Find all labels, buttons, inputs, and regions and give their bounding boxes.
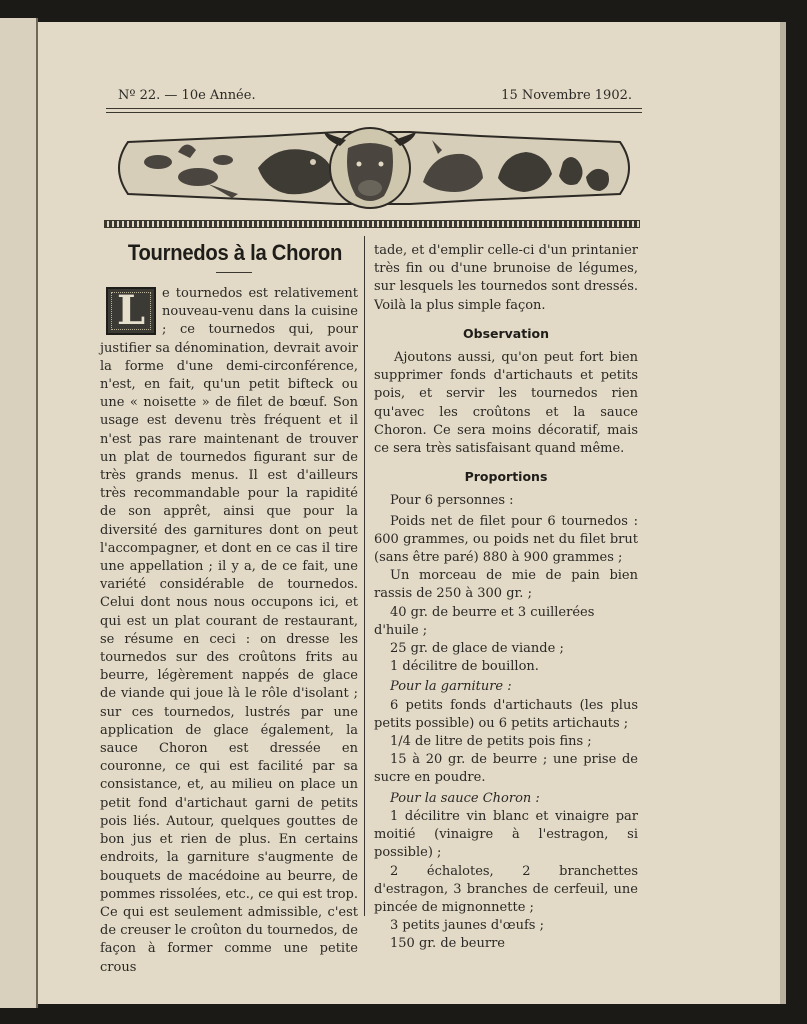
garniture-line: 15 à 20 gr. de beurre ; une prise de sucre en poudre.	[374, 752, 638, 786]
header-rule	[106, 108, 642, 109]
column-divider	[364, 236, 365, 916]
sauce-line: 150 gr. de beurre	[390, 936, 505, 952]
sauce-line: 1 décilitre vin blanc et vinaigre par moitié (vinaigre à l'estragon, si possible) ;	[374, 808, 638, 861]
dropcap	[106, 287, 156, 335]
page-edge	[780, 22, 786, 1004]
article-body-text: e tournedos est relativement nouveau-venu dans la cuisine ; ce tournedos qui, pour justifier sa dénomination, devrait avoir la forme d'une demi-circonférence, n'est, en fait, qu'un petit bifteck ou une « noisette » de filet de bœuf. Son usage est devenu très fréquent et il n'est pas rare maintenant de trouver un plat de tournedos figurant sur de très grands menus. Il est d'ailleurs très recommandable pour la rapidité de son apprêt, ainsi que pour la diversité des garnitures dont on peut l'accompagner, et dont en ce cas il tire une appellation ; il y a, de ce fait, une variété considérable de tournedos. Celui dont nous nous occupons ici, et qui est un plat courant de restaurant, se résume en ceci : on dresse les tournedos sur des croûtons frits au beurre, légèrement nappés de glace de viande qui joue là le rôle d'isolant ; sur ces tournedos, lustrés par une application de glace également, la sauce Choron est dressée en couronne, ce qui est facilité par sa consistance, et, au milieu on place un petit fond d'artichaut garni de petits pois liés. Autour, quelques gouttes de bon jus et rien de plus. En certains endroits, la garniture s'augmente de bouquets de macédoine au beurre, de pommes rissolées, etc., ce qui est trop. Ce qui est seulement admissible, c'est de creuser le croûton du tournedos, de façon à former comme une petite crous	[100, 286, 358, 975]
garniture-line: 1/4 de litre de petits pois fins ;	[390, 734, 592, 750]
continued-paragraph: tade, et d'emplir celle-ci d'un printanier très fin ou d'une brunoise de légumes, sur lesquels les tournedos sont dressés. Voilà la plus simple façon.	[374, 243, 638, 313]
observation-paragraph: Ajoutons aussi, qu'on peut fort bien supprimer fonds d'artichauts et petits pois, et servir les tournedos rien qu'avec les croûtons et la sauce Choron. Ce sera moins décoratif, mais ce sera très satisfaisant quand même.	[374, 350, 638, 457]
sauce-line: 2 échalotes, 2 branchettes d'estragon, 3 branches de cerfeuil, une pincée de mignonnette ;	[374, 863, 638, 915]
observation-heading: Observation	[463, 325, 549, 341]
title-rule	[216, 272, 252, 273]
sauce-line: 3 petits jaunes d'œufs ;	[390, 918, 544, 934]
adjacent-page-edge	[0, 18, 38, 1008]
article-column-2	[374, 242, 638, 954]
decorative-banner	[108, 122, 640, 214]
proportion-line: Un morceau de mie de pain bien rassis de 250 à 300 gr. ;	[374, 568, 638, 602]
proportions-heading: Proportions	[464, 469, 548, 485]
garniture-heading: Pour la garniture :	[390, 679, 512, 695]
article-column-1	[100, 285, 358, 977]
article-title: Tournedos à la Choron	[127, 240, 343, 265]
dropcap-letter: L	[116, 287, 146, 334]
proportion-line: 25 gr. de glace de viande ;	[390, 641, 564, 657]
garniture-line: 6 petits fonds d'artichauts (les plus petits possible) ou 6 petits artichauts ;	[374, 697, 638, 731]
issue-number: Nº 22. — 10e Année.	[118, 88, 256, 103]
proportion-line: Pour 6 personnes :	[390, 493, 514, 509]
proportion-line: 40 gr. de beurre et 3 cuillerées d'huile ;	[374, 604, 595, 638]
header-rule-secondary	[106, 112, 642, 113]
proportion-line: Poids net de filet pour 6 tournedos : 600 grammes, ou poids net du filet brut (sans être paré) 880 à 900 grammes ;	[374, 513, 638, 566]
sauce-heading: Pour la sauce Choron :	[390, 790, 540, 806]
proportion-line: 1 décilitre de bouillon.	[390, 659, 539, 675]
page-header	[106, 88, 642, 108]
issue-date: 15 Novembre 1902.	[501, 88, 632, 103]
ornamental-rule	[104, 220, 640, 228]
